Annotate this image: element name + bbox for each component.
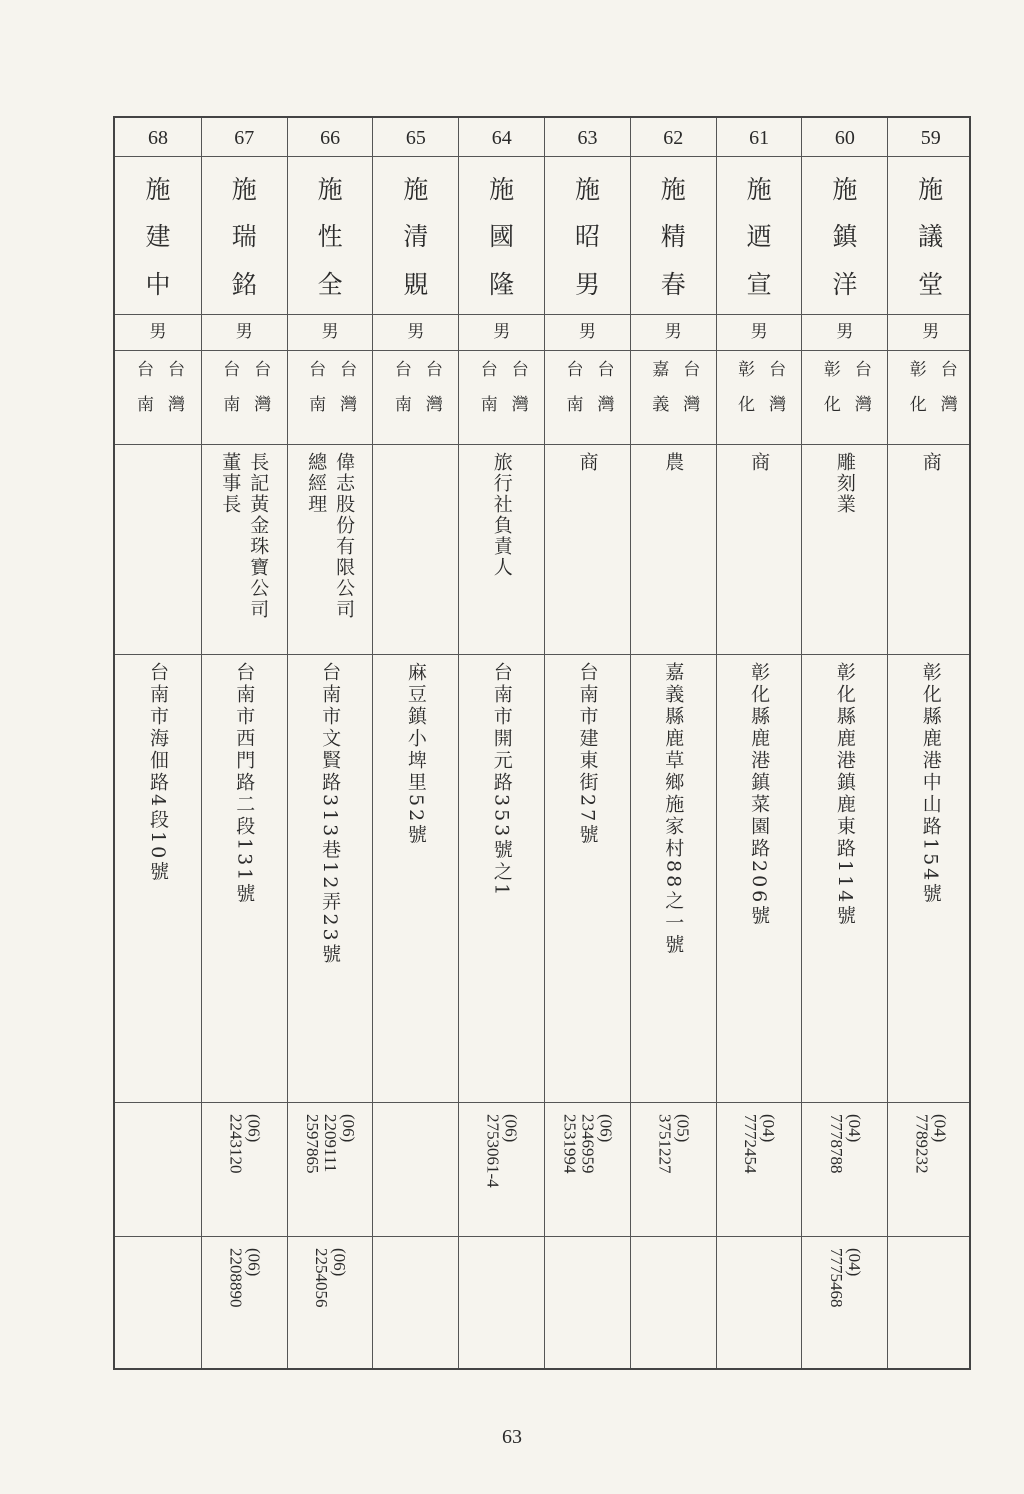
entry-column	[287, 118, 373, 1368]
name-char: 國	[489, 222, 515, 252]
origin-line: 台南	[476, 360, 497, 430]
table-rule	[115, 156, 969, 157]
entry-occupation: 商	[919, 452, 942, 473]
entry-sex: 男	[321, 322, 339, 342]
origin-line: 彰化	[734, 360, 755, 430]
name-char: 瑞	[231, 222, 257, 252]
name-char: 銘	[231, 269, 257, 299]
entry-phone: (04) 7789232	[912, 1114, 950, 1174]
entry-origin	[115, 350, 201, 444]
table-rule	[115, 1236, 969, 1237]
entry-occupation	[115, 444, 201, 654]
origin-line: 彰化	[905, 360, 926, 430]
entry-sex: 男	[836, 322, 854, 342]
entry-name	[888, 156, 973, 314]
entry-phone: (04) 7778788	[826, 1114, 864, 1174]
entry-name	[288, 156, 373, 314]
entry-phone-alt: (06) 2208890	[226, 1248, 264, 1308]
entry-sex: 男	[579, 322, 596, 342]
name-char: 性	[317, 222, 343, 252]
name-char: 議	[918, 222, 944, 252]
register-table	[113, 116, 971, 1370]
entry-name	[717, 156, 802, 314]
entry-occupation	[373, 444, 458, 654]
entry-phone-alt	[115, 1236, 201, 1372]
entry-name	[202, 156, 287, 314]
origin-line: 台南	[219, 360, 240, 430]
entry-occupation: 偉志股份有限公司 總經理	[305, 452, 356, 620]
entry-sex: 男	[149, 322, 167, 342]
entry-phone-alt	[631, 1236, 716, 1372]
entry-number: 61	[749, 127, 770, 149]
entry-name	[631, 156, 716, 314]
table-rule	[115, 314, 969, 315]
entry-origin	[459, 350, 544, 444]
origin-line: 台南	[305, 360, 326, 430]
entry-column	[544, 118, 630, 1368]
origin-line: 台南	[390, 360, 411, 430]
origin-line: 台灣	[336, 360, 357, 430]
entry-origin	[888, 350, 973, 444]
entry-origin	[631, 350, 716, 444]
entry-phone-alt	[888, 1236, 973, 1372]
name-char: 中	[145, 269, 171, 299]
entry-sex: 男	[235, 322, 253, 342]
origin-line: 嘉義	[648, 360, 669, 430]
entry-name	[802, 156, 887, 314]
page-number: 63	[502, 1426, 522, 1448]
entry-phone-alt	[545, 1236, 630, 1372]
entry-address: 彰化縣鹿港鎮鹿東路114號	[833, 662, 856, 928]
name-char: 鎮	[832, 222, 858, 252]
name-char: 建	[145, 222, 171, 252]
name-char: 春	[660, 269, 686, 299]
entry-phone-alt	[717, 1236, 802, 1372]
entry-phone: (05) 3751227	[655, 1114, 693, 1174]
entry-occupation: 長記黃金珠寶公司 董事長	[219, 452, 270, 620]
origin-line: 台灣	[679, 360, 700, 430]
origin-line: 台灣	[850, 360, 871, 430]
entry-column	[115, 118, 201, 1368]
name-char: 洋	[832, 269, 858, 299]
entry-address: 麻豆鎮小埤里52號	[404, 662, 427, 847]
name-char: 隆	[489, 269, 515, 299]
entry-address: 彰化縣鹿港鎮菜園路206號	[748, 662, 771, 928]
entry-number: 59	[920, 127, 941, 149]
entry-number: 67	[234, 127, 255, 149]
entry-phone-alt	[373, 1236, 458, 1372]
name-char: 施	[403, 175, 429, 205]
origin-line: 台灣	[593, 360, 614, 430]
entry-origin	[202, 350, 287, 444]
name-char: 施	[231, 175, 257, 205]
name-char: 施	[574, 175, 600, 205]
entry-occupation: 商	[748, 452, 771, 473]
table-rule	[115, 444, 969, 445]
entry-occupation: 旅行社負責人	[490, 452, 513, 578]
name-char: 覞	[403, 269, 429, 299]
entry-origin	[545, 350, 630, 444]
entry-address: 嘉義縣鹿草鄉施家村88之一號	[662, 662, 685, 957]
entry-name	[459, 156, 544, 314]
entry-phone: (06) 2243120	[226, 1114, 264, 1174]
origin-line: 台南	[133, 360, 153, 430]
entry-name	[373, 156, 458, 314]
entry-sex: 男	[922, 322, 940, 342]
entry-occupation: 農	[662, 452, 685, 473]
origin-line: 台灣	[164, 360, 184, 430]
entry-column	[630, 118, 716, 1368]
entry-origin	[802, 350, 887, 444]
entry-phone	[373, 1102, 458, 1236]
entry-phone-alt: (04) 7775468	[826, 1248, 864, 1308]
entry-phone	[115, 1102, 201, 1236]
name-char: 施	[489, 175, 515, 205]
entry-column	[716, 118, 802, 1368]
entry-address: 台南市文賢路313巷12弄23號	[319, 662, 342, 966]
entry-phone: (06) 2346959 2531994	[560, 1114, 616, 1174]
entry-phone-alt	[459, 1236, 544, 1372]
name-char: 施	[660, 175, 686, 205]
entry-origin	[373, 350, 458, 444]
name-char: 施	[317, 175, 343, 205]
name-char: 精	[660, 222, 686, 252]
name-char: 男	[574, 269, 600, 299]
entry-phone-alt: (06) 2254056	[312, 1248, 350, 1308]
entry-occupation: 商	[576, 452, 599, 473]
entry-phone: (06) 2753061-4	[483, 1114, 521, 1188]
entry-column	[887, 118, 973, 1368]
entry-number: 65	[405, 127, 426, 149]
entry-phone: (06) 2209111 2597865	[303, 1114, 359, 1174]
entry-phone: (04) 7772454	[741, 1114, 779, 1174]
name-char: 迺	[746, 222, 772, 252]
entry-column	[458, 118, 544, 1368]
entry-name	[545, 156, 630, 314]
entry-number: 64	[491, 127, 512, 149]
table-rule	[115, 350, 969, 351]
entry-address: 台南市海佃路4段10號	[147, 662, 169, 884]
name-char: 全	[317, 269, 343, 299]
entry-number: 62	[663, 127, 684, 149]
name-char: 清	[403, 222, 429, 252]
entry-column	[801, 118, 887, 1368]
entry-name	[115, 156, 201, 314]
table-rule	[115, 654, 969, 655]
entry-sex: 男	[493, 322, 511, 342]
entry-origin	[717, 350, 802, 444]
entry-address: 台南市西門路二段131號	[233, 662, 256, 906]
name-char: 堂	[918, 269, 944, 299]
origin-line: 台灣	[250, 360, 271, 430]
origin-line: 台灣	[765, 360, 786, 430]
entry-sex: 男	[664, 322, 682, 342]
name-char: 施	[145, 175, 171, 205]
name-char: 昭	[574, 222, 600, 252]
origin-line: 台灣	[507, 360, 528, 430]
name-char: 施	[832, 175, 858, 205]
origin-line: 彰化	[819, 360, 840, 430]
entry-sex: 男	[407, 322, 425, 342]
entry-occupation: 雕刻業	[833, 452, 856, 515]
entry-number: 63	[577, 127, 598, 149]
entry-number: 68	[148, 127, 168, 149]
name-char: 施	[746, 175, 772, 205]
entry-address: 彰化縣鹿港中山路154號	[919, 662, 942, 906]
entry-address: 台南市建東街27號	[576, 662, 599, 847]
origin-line: 台南	[562, 360, 583, 430]
table-rule	[115, 1102, 969, 1103]
entry-origin	[288, 350, 373, 444]
name-char: 宣	[746, 269, 772, 299]
entry-column	[372, 118, 458, 1368]
name-char: 施	[918, 175, 944, 205]
entry-number: 66	[320, 127, 341, 149]
entry-sex: 男	[750, 322, 768, 342]
entry-number: 60	[834, 127, 855, 149]
origin-line: 台灣	[421, 360, 442, 430]
entry-address: 台南市開元路353號之1	[490, 662, 513, 899]
entry-column	[201, 118, 287, 1368]
origin-line: 台灣	[936, 360, 957, 430]
